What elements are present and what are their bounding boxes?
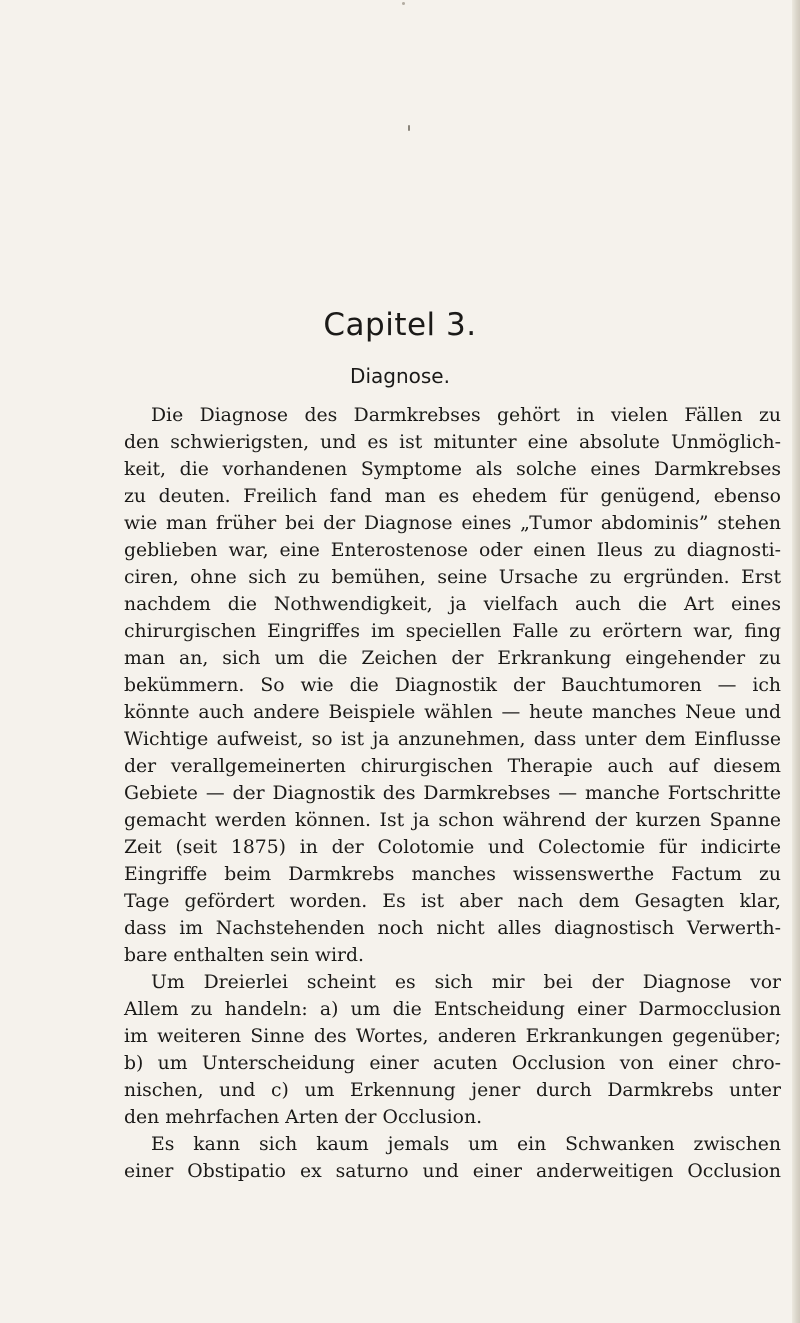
text-line: Allem zu handeln: a) um die Entscheidung einer Darmocclusion — [124, 999, 781, 1020]
text-line: chirurgischen Eingriffes im speciellen Falle zu erörtern war, fing — [124, 621, 781, 642]
text-line: Wichtige aufweist, so ist ja anzunehmen, dass unter dem Einflusse — [124, 729, 781, 750]
page-edge — [792, 0, 800, 1323]
text-line: bekümmern. So wie die Diagnostik der Bauchtumoren — ich — [124, 675, 781, 696]
section-title: Diagnose. — [350, 364, 450, 388]
text-line: Die Diagnose des Darmkrebses gehört in vielen Fällen zu — [151, 405, 781, 426]
paper-speck — [402, 2, 405, 5]
text-line: Eingriffe beim Darmkrebs manches wissenswerthe Factum zu — [124, 864, 781, 885]
text-line: dass im Nachstehenden noch nicht alles diagnostisch Verwerth- — [124, 918, 781, 939]
text-line: bare enthalten sein wird. — [124, 945, 364, 966]
text-line: im weiteren Sinne des Wortes, anderen Erkrankungen gegenüber; — [124, 1026, 781, 1047]
text-line: den schwierigsten, und es ist mitunter eine absolute Unmöglich- — [124, 432, 781, 453]
text-line: gemacht werden können. Ist ja schon während der kurzen Spanne — [124, 810, 781, 831]
text-line: einer Obstipatio ex saturno und einer anderweitigen Occlusion — [124, 1161, 781, 1182]
text-line: Zeit (seit 1875) in der Colotomie und Colectomie für indicirte — [124, 837, 781, 858]
body-text — [124, 402, 781, 1185]
text-line: ciren, ohne sich zu bemühen, seine Ursache zu ergründen. Erst — [124, 567, 781, 588]
text-line: könnte auch andere Beispiele wählen — heute manches Neue und — [124, 702, 781, 723]
text-line: geblieben war, eine Enterostenose oder einen Ileus zu diagnosti- — [124, 540, 781, 561]
text-line: Tage gefördert worden. Es ist aber nach dem Gesagten klar, — [124, 891, 781, 912]
text-line: Gebiete — der Diagnostik des Darmkrebses — manche Fortschritte — [124, 783, 781, 804]
text-line: nachdem die Nothwendigkeit, ja vielfach auch die Art eines — [124, 594, 781, 615]
text-line: Um Dreierlei scheint es sich mir bei der Diagnose vor — [151, 972, 781, 993]
text-line: zu deuten. Freilich fand man es ehedem für genügend, ebenso — [124, 486, 781, 507]
text-line: nischen, und c) um Erkennung jener durch Darmkrebs unter — [124, 1080, 781, 1101]
text-line: wie man früher bei der Diagnose eines „Tumor abdominis” stehen — [124, 513, 781, 534]
text-line: Es kann sich kaum jemals um ein Schwanken zwischen — [151, 1134, 781, 1155]
text-line: b) um Unterscheidung einer acuten Occlusion von einer chro- — [124, 1053, 781, 1074]
ink-speck — [408, 125, 410, 131]
text-line: keit, die vorhandenen Symptome als solche eines Darmkrebses — [124, 459, 781, 480]
text-line: man an, sich um die Zeichen der Erkrankung eingehender zu — [124, 648, 781, 669]
text-line: der verallgemeinerten chirurgischen Therapie auch auf diesem — [124, 756, 781, 777]
chapter-title: Capitel 3. — [323, 307, 477, 343]
text-line: den mehrfachen Arten der Occlusion. — [124, 1107, 483, 1128]
